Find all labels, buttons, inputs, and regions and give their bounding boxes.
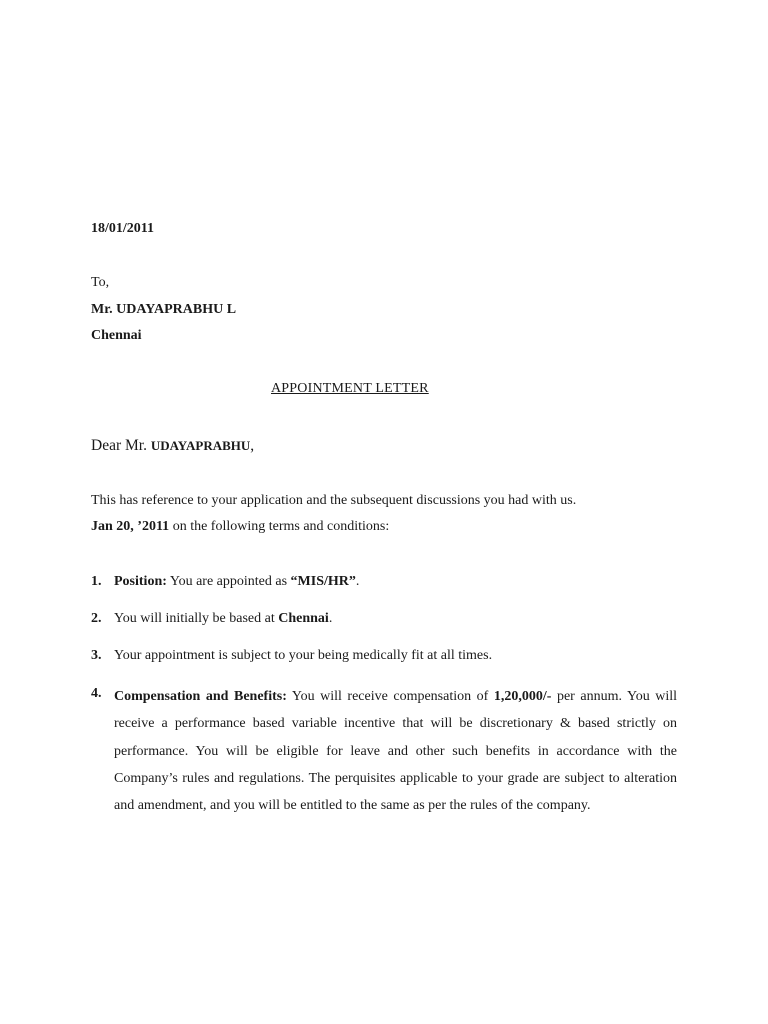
term-1-label: Position: xyxy=(114,574,167,589)
term-4-after: per annum. You will receive a performance based variable incentive that will be discretionary & based strictly on performance. You will be eligible for leave and other such benefits in accordance with the Company’s rules and regulations. The perquisites applicable to your grade are subject to alteration and amendment, and you will be entitled to the same as per the rules of the company. xyxy=(114,689,678,814)
letter-title: APPOINTMENT LETTER xyxy=(271,381,429,396)
term-1-before: You are appointed as xyxy=(166,574,291,589)
term-4-number: 4. xyxy=(91,686,102,701)
to-label: To, xyxy=(91,275,110,290)
term-1-number: 1. xyxy=(91,574,102,589)
term-4-before: You will receive compensation of xyxy=(286,689,494,704)
letter-date: 18/01/2011 xyxy=(91,221,155,236)
term-2-value: Chennai xyxy=(278,611,329,626)
salutation-prefix: Dear Mr. xyxy=(91,437,151,454)
term-2-before: You will initially be based at xyxy=(114,611,279,626)
salutation-name: UDAYAPRABHU xyxy=(150,438,251,453)
term-1-text xyxy=(114,574,359,590)
term-4-label: Compensation and Benefits: xyxy=(114,689,287,704)
term-4-text xyxy=(114,683,677,819)
term-3-text: Your appointment is subject to your being medically fit at all times. xyxy=(114,648,493,663)
term-2-text xyxy=(114,611,332,627)
intro-line-1: This has reference to your application and the subsequent discussions you had with us. xyxy=(91,493,577,508)
intro-line-2-rest: on the following terms and conditions: xyxy=(169,519,390,534)
recipient-city: Chennai xyxy=(91,328,142,343)
salutation-suffix: , xyxy=(250,437,255,454)
term-4-value: 1,20,000/- xyxy=(493,689,552,704)
term-1-value: “MIS/HR” xyxy=(290,574,356,589)
term-1-after: . xyxy=(355,574,360,589)
salutation xyxy=(91,437,254,455)
joining-date: Jan 20, ’2011 xyxy=(91,519,170,534)
term-2-number: 2. xyxy=(91,611,102,626)
term-2-after: . xyxy=(328,611,333,626)
term-3-number: 3. xyxy=(91,648,102,663)
intro-line-2 xyxy=(91,519,389,535)
recipient-name: Mr. UDAYAPRABHU L xyxy=(91,302,237,317)
